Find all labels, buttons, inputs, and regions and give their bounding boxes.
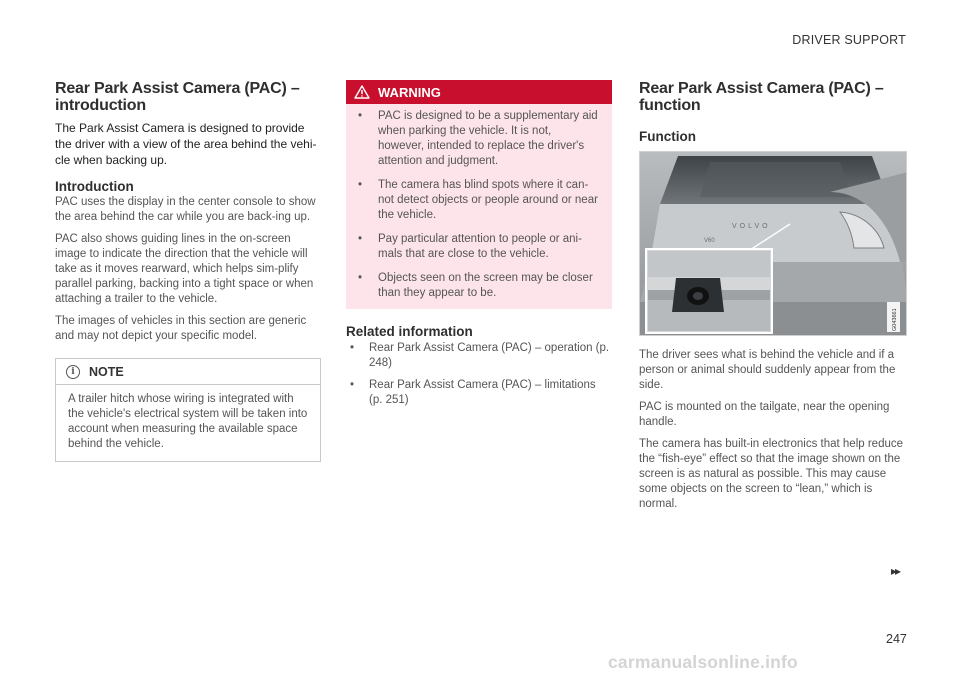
warning-item-text: The camera has blind spots where it can-not detect objects or people around or near the vehicle. bbox=[378, 179, 598, 221]
warning-item bbox=[356, 271, 598, 301]
vehicle-tailgate-illustration bbox=[640, 152, 907, 336]
note-box bbox=[55, 358, 321, 462]
related-link-text[interactable]: Rear Park Assist Camera (PAC) – limitations (p. 251) bbox=[369, 379, 596, 406]
image-code: G043661 bbox=[892, 308, 898, 331]
related-link[interactable] bbox=[346, 378, 612, 408]
warning-header bbox=[346, 80, 612, 104]
paragraph: The camera has built-in electronics that help reduce the “fish-eye” effect so that the image shown on the screen is as natural as possible. This may cause some objects on the screen to “lean,” which is normal. bbox=[639, 438, 904, 510]
warning-triangle-icon bbox=[354, 85, 370, 99]
brand-text: VOLVO bbox=[732, 223, 771, 230]
bullet-icon: • bbox=[358, 272, 363, 284]
subheading-introduction: Introduction bbox=[55, 179, 134, 194]
warning-item bbox=[356, 109, 598, 169]
note-text: A trailer hitch whose wiring is integrated with the vehicle's electrical system will be taken into account when measuring the available space behind the vehicle. bbox=[68, 393, 308, 450]
intro-lead: The Park Assist Camera is designed to provide the driver with a view of the area behind the vehi-cle when backing up. bbox=[55, 121, 317, 167]
paragraph: PAC uses the display in the center console to show the area behind the car while you are back-ing up. bbox=[55, 196, 316, 223]
section-title-introduction: Rear Park Assist Camera (PAC) – introduction bbox=[55, 80, 300, 114]
paragraph: The images of vehicles in this section are generic and may not depict your specific model. bbox=[55, 315, 307, 342]
page-number: 247 bbox=[886, 632, 907, 646]
bullet-icon: • bbox=[358, 233, 363, 245]
note-header bbox=[56, 359, 320, 385]
warning-column bbox=[346, 80, 612, 415]
warning-title: WARNING bbox=[378, 84, 441, 100]
related-list bbox=[346, 341, 612, 408]
badge-text: V60 bbox=[704, 238, 715, 244]
bullet-icon: • bbox=[350, 379, 355, 391]
related-information-heading: Related information bbox=[346, 324, 473, 339]
paragraph: PAC is mounted on the tailgate, near the opening handle. bbox=[639, 401, 890, 428]
watermark: carmanualsonline.info bbox=[608, 652, 798, 672]
warning-item-text: PAC is designed to be a supplementary aid when parking the vehicle. It is not, however, intended to replace the driver's attention and judgment. bbox=[378, 110, 598, 167]
next-page-icon[interactable]: ▸▸ bbox=[891, 564, 900, 578]
related-link[interactable] bbox=[346, 341, 612, 371]
section-title-function: Rear Park Assist Camera (PAC) – function bbox=[639, 80, 884, 114]
related-link-text[interactable]: Rear Park Assist Camera (PAC) – operation (p. 248) bbox=[369, 342, 610, 369]
warning-box bbox=[346, 80, 612, 309]
note-title: NOTE bbox=[89, 364, 124, 379]
bullet-icon: • bbox=[358, 110, 363, 122]
function-column bbox=[639, 80, 907, 512]
warning-item bbox=[356, 178, 598, 223]
paragraph: PAC also shows guiding lines in the on-screen image to indicate the direction that the vehicle will take as it moves rearward, which helps sim-plify parallel parking, backing into a tight space or when attaching a trailer to the vehicle. bbox=[55, 233, 314, 305]
intro-column bbox=[55, 80, 321, 462]
chapter-header: DRIVER SUPPORT bbox=[792, 33, 906, 47]
paragraph: The driver sees what is behind the vehicle and if a person or animal should suddenly appear from the side. bbox=[639, 349, 896, 391]
warning-item-text: Pay particular attention to people or ani-mals that are close to the vehicle. bbox=[378, 233, 582, 260]
bullet-icon: • bbox=[358, 179, 363, 191]
warning-item bbox=[356, 232, 598, 262]
bullet-icon: • bbox=[350, 342, 355, 354]
warning-item-text: Objects seen on the screen may be closer than they appear to be. bbox=[378, 272, 593, 299]
info-icon: i bbox=[66, 365, 80, 379]
rear-camera-photo bbox=[639, 151, 907, 336]
warning-body bbox=[346, 104, 612, 309]
subheading-function: Function bbox=[639, 129, 696, 144]
